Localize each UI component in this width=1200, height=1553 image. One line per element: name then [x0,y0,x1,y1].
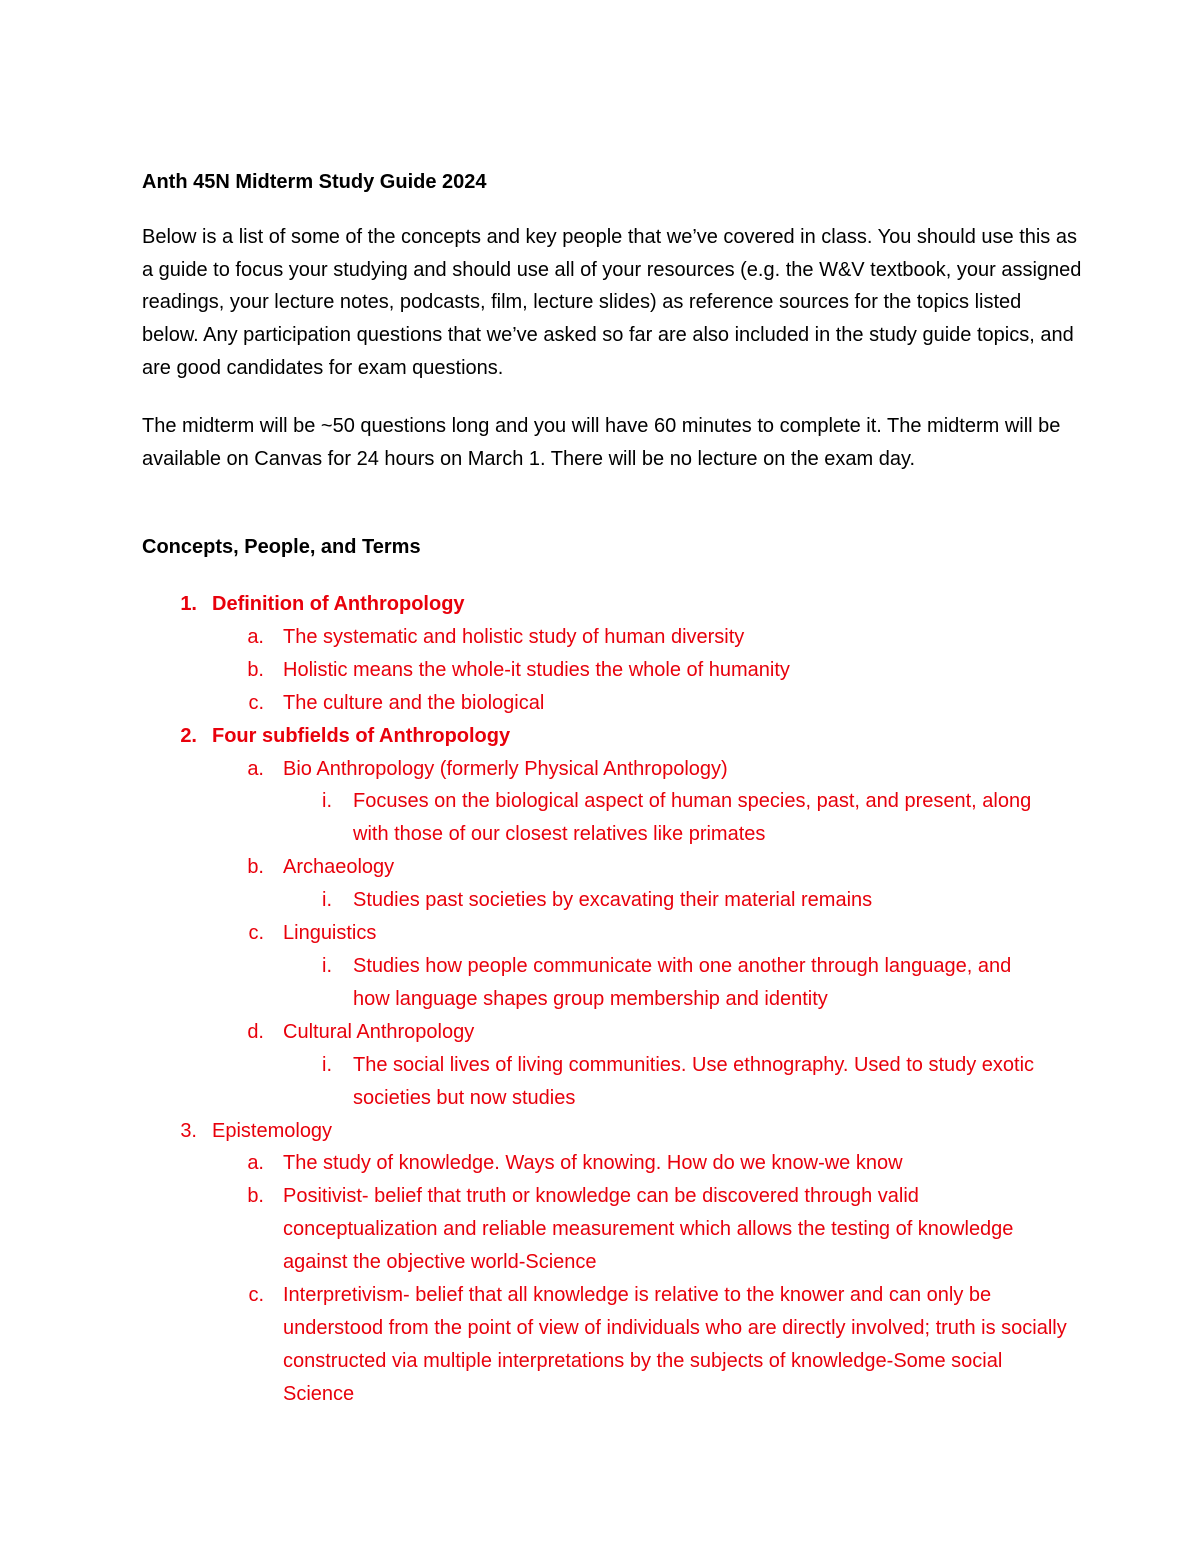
midterm-paragraph: The midterm will be ~50 questions long and you will have 60 minutes to complete it. The midterm will be available on Canvas for 24 hours on March 1. There will be no lecture on the exam day. [142,415,1061,470]
subtopic-item [142,1180,1102,1279]
topic-title: Definition of Anthropology [212,593,465,615]
list-marker: b. [247,658,264,681]
subtopic-text: Linguistics [283,922,377,945]
intro-paragraph: Below is a list of some of the concepts and key people that we’ve covered in class. You should use this as a guide to focus your studying and should use all of your resources (e.g. the W&V textbook, your assigned readings, your lecture notes, podcasts, film, lecture slides) as reference sources for the topics listed below. Any participation questions that we’ve asked so far are also included in the study guide topics, and are good candidates for exam questions. [142,226,1082,379]
list-marker: i. [322,889,332,912]
list-marker: d. [247,1020,264,1043]
subtopic-item [142,1279,1102,1411]
list-marker: b. [247,1185,264,1208]
list-marker: i. [322,1053,332,1076]
subtopic-item [142,621,1102,654]
list-marker: i. [322,790,332,813]
subtopic-text: The study of knowledge. Ways of knowing. How do we know-we know [283,1152,903,1175]
subtopic-text: Cultural Anthropology [283,1020,475,1043]
list-marker: c. [248,1284,264,1307]
topic-item [142,720,1102,753]
subtopic-item [142,687,1102,720]
subtopic-text: Holistic means the whole-it studies the whole of humanity [283,658,790,681]
subtopic-item [142,917,1102,950]
section-heading: Concepts, People, and Terms [142,536,421,558]
list-marker: 3. [180,1119,197,1142]
subtopic-text: Interpretivism- belief that all knowledge is relative to the knower and can only be understood from the point of view of individuals who are directly involved; truth is socially constructed via multiple interpretations by the subjects of knowledge-Some social Science [283,1284,1067,1405]
subtopic-item [142,1147,1102,1180]
detail-text: The social lives of living communities. Use ethnography. Used to study exotic societies but now studies [353,1053,1035,1109]
subtopic-item [142,1016,1102,1049]
list-marker: a. [247,1152,264,1175]
subtopic-item [142,654,1102,687]
topic-item [142,1115,1102,1148]
detail-item [142,1049,1102,1115]
list-marker: 2. [180,724,197,747]
detail-item [142,785,1102,851]
page-title: Anth 45N Midterm Study Guide 2024 [142,171,487,193]
list-marker: c. [248,922,264,945]
subtopic-item [142,753,1102,786]
detail-item [142,884,1102,917]
subtopic-item [142,851,1102,884]
detail-text: Studies past societies by excavating their material remains [353,889,873,912]
list-marker: b. [247,856,264,879]
list-marker: a. [247,625,264,648]
subtopic-text: Positivist- belief that truth or knowledge can be discovered through valid conceptualization and reliable measurement which allows the testing of knowledge against the objective world-Science [283,1185,1014,1274]
list-marker: i. [322,954,332,977]
subtopic-text: The systematic and holistic study of human diversity [283,625,745,648]
detail-text: Studies how people communicate with one another through language, and how language shapes group membership and identity [353,954,1012,1010]
list-marker: 1. [180,593,197,615]
list-marker: a. [247,757,264,780]
list-marker: c. [248,691,264,714]
topic-item [142,588,1102,621]
detail-text: Focuses on the biological aspect of human species, past, and present, along with those of our closest relatives like primates [353,790,1032,846]
subtopic-text: Bio Anthropology (formerly Physical Anthropology) [283,757,728,780]
topic-title: Four subfields of Anthropology [212,724,511,747]
subtopic-text: Archaeology [283,856,395,879]
detail-item [142,950,1102,1016]
topic-title: Epistemology [212,1119,333,1142]
subtopic-text: The culture and the biological [283,691,545,714]
topic-outline [142,588,1102,1411]
